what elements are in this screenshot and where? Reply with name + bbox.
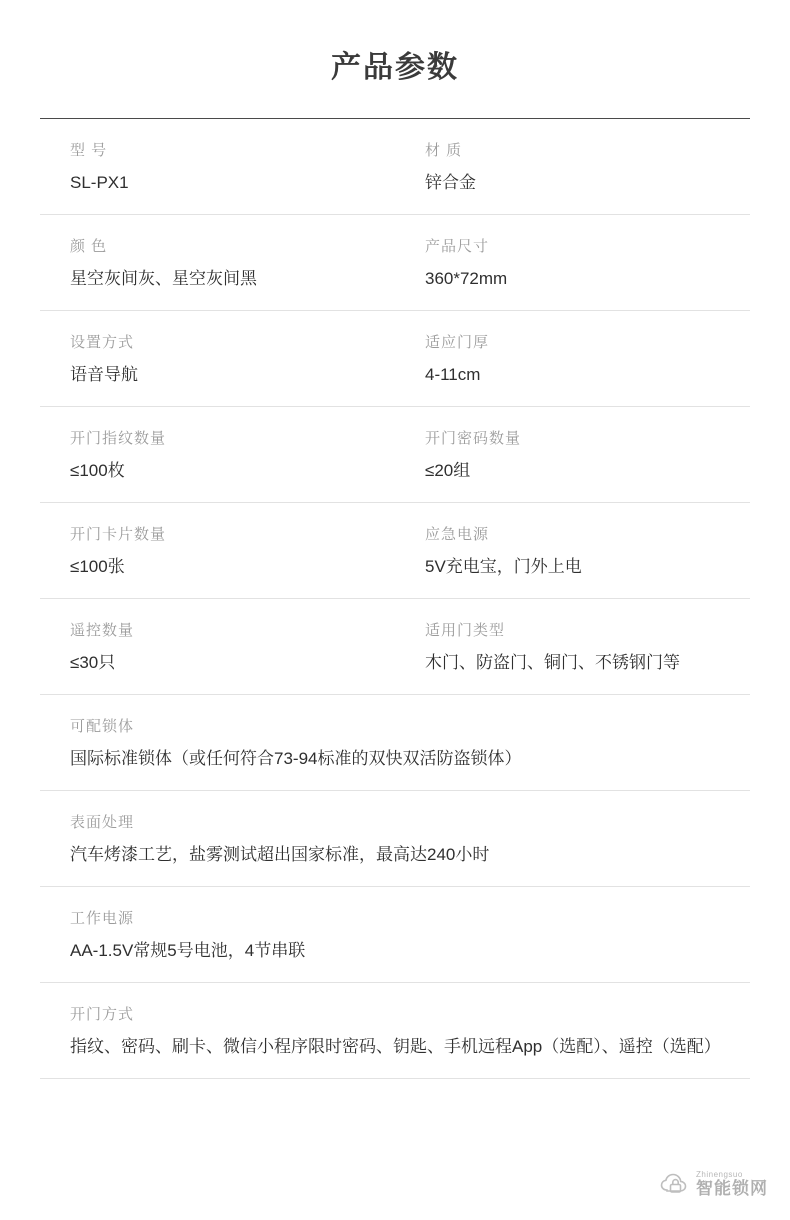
cloud-lock-icon [658,1168,692,1202]
table-row [40,791,750,887]
spec-value: 4-11cm [425,365,481,384]
spec-label: 产品尺寸 [425,238,490,255]
table-row [40,695,750,791]
spec-value: 360*72mm [425,269,508,288]
spec-label: 开门密码数量 [425,430,522,447]
spec-cell [395,141,750,194]
spec-value: ≤20组 [425,461,471,480]
spec-value: SL-PX1 [70,173,129,192]
spec-cell [395,333,750,386]
spec-cell [40,717,750,770]
spec-cell [40,621,395,674]
table-row [40,599,750,695]
spec-cell [40,333,395,386]
spec-value: ≤100张 [70,557,125,576]
table-row [40,983,750,1079]
table-row [40,407,750,503]
spec-value: 汽车烤漆工艺，盐雾测试超出国家标准，最高达240小时 [70,845,490,864]
spec-value: ≤100枚 [70,461,125,480]
watermark [658,1168,768,1202]
spec-cell [40,141,395,194]
spec-value: 星空灰间灰、星空灰间黑 [70,269,257,288]
spec-cell [40,525,395,578]
table-row [40,503,750,599]
spec-value: 国际标准锁体（或任何符合73-94标准的双快双活防盗锁体） [70,749,522,768]
spec-label: 型 号 [70,142,108,159]
watermark-bottom-text: 智能锁网 [696,1179,768,1199]
spec-table [40,119,750,1079]
spec-value: 锌合金 [425,173,476,192]
spec-label: 工作电源 [70,910,135,927]
spec-cell [40,429,395,482]
table-row [40,215,750,311]
spec-label: 开门指纹数量 [70,430,167,447]
spec-label: 设置方式 [70,334,135,351]
spec-label: 适用门类型 [425,622,506,639]
spec-cell [395,525,750,578]
spec-label: 可配锁体 [70,718,135,735]
spec-value: 指纹、密码、刷卡、微信小程序限时密码、钥匙、手机远程App（选配）、遥控（选配） [70,1037,721,1056]
spec-value: ≤30只 [70,653,116,672]
spec-value: AA-1.5V常规5号电池，4节串联 [70,941,306,960]
spec-value: 木门、防盗门、铜门、不锈钢门等 [425,653,680,672]
spec-label: 开门方式 [70,1006,135,1023]
spec-label: 遥控数量 [70,622,135,639]
spec-value: 5V充电宝，门外上电 [425,557,582,576]
spec-label: 开门卡片数量 [70,526,167,543]
table-row [40,887,750,983]
spec-cell [395,237,750,290]
spec-cell [40,1005,750,1058]
spec-label: 适应门厚 [425,334,490,351]
spec-label: 表面处理 [70,814,135,831]
watermark-top-text: Zhinengsuo [696,1170,743,1180]
spec-label: 颜 色 [70,238,108,255]
table-row [40,119,750,215]
table-row [40,311,750,407]
page-title: 产品参数 [331,51,459,84]
spec-label: 材 质 [425,142,463,159]
watermark-text [696,1171,768,1198]
spec-value: 语音导航 [70,365,138,384]
spec-cell [40,909,750,962]
spec-cell [40,237,395,290]
spec-cell [40,813,750,866]
spec-cell [395,621,750,674]
spec-label: 应急电源 [425,526,490,543]
spec-cell [395,429,750,482]
